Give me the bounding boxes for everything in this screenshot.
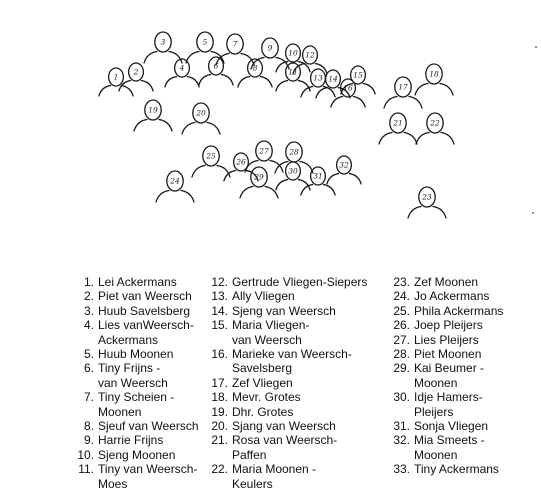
shoulder-outline <box>238 77 272 87</box>
legend-entry <box>210 318 392 347</box>
person-number: 4 <box>179 63 185 73</box>
legend-entry <box>210 390 392 404</box>
person-number: 8 <box>252 63 258 73</box>
legend-entry-number: 3. <box>83 303 94 318</box>
person-number: 13 <box>313 73 323 83</box>
person-number: 5 <box>202 37 208 47</box>
person-number: 6 <box>213 61 219 71</box>
legend-entry-name: Tiny van Weersch- Moes <box>98 462 198 491</box>
legend-entry-name: Sjeng Moonen <box>98 447 176 462</box>
person-outline <box>416 113 454 144</box>
legend-entry-name: Dhr. Grotes <box>232 404 294 419</box>
person-outline <box>301 167 335 195</box>
person-outline <box>276 63 310 91</box>
person-outline <box>379 113 417 144</box>
legend-entry-name: Lei Ackermans <box>98 275 177 289</box>
legend-entry-number: 10. <box>77 447 94 462</box>
shoulder-outline <box>327 174 361 184</box>
legend-entry-number: 2. <box>83 289 94 304</box>
person-number: 17 <box>398 82 408 92</box>
shoulder-outline <box>165 77 199 87</box>
legend-entry <box>392 304 537 318</box>
person-number: 16 <box>343 83 353 93</box>
legend-entry-name: Ally Vliegen <box>232 289 295 304</box>
legend-entry <box>392 289 537 303</box>
legend-entry-number: 32. <box>393 433 410 448</box>
shoulder-outline <box>240 187 278 199</box>
person-outline <box>199 57 233 85</box>
legend-entry-name: Kai Beumer - Moonen <box>414 361 485 390</box>
legend-entry <box>76 304 210 318</box>
person-number: 1 <box>113 72 119 82</box>
legend-entry-name: Sjang van Weersch <box>232 419 336 434</box>
legend-entry <box>210 462 392 491</box>
legend-entry-number: 20. <box>211 419 228 434</box>
legend-entry-name: Marieke van Weersch- Savelsberg <box>232 347 352 376</box>
person-outline <box>182 103 220 134</box>
legend-entry-number: 4. <box>83 318 94 333</box>
shoulder-outline <box>415 84 453 96</box>
person-outline <box>276 162 310 190</box>
legend-entry-number: 30. <box>393 390 410 405</box>
legend-entry <box>210 289 392 303</box>
person-number: 21 <box>393 118 403 128</box>
legend-entry-number: 5. <box>83 347 94 362</box>
legend-entry <box>76 275 210 289</box>
legend-entry <box>392 419 537 433</box>
legend-entry <box>76 289 210 303</box>
person-number: 20 <box>196 108 206 118</box>
shoulder-outline <box>199 75 233 85</box>
person-outline <box>238 59 272 87</box>
legend-entry-number: 24. <box>393 289 410 304</box>
person-number: 9 <box>267 43 273 53</box>
shoulder-outline <box>331 97 365 107</box>
person-number: 27 <box>259 146 269 156</box>
person-number: 22 <box>430 118 440 128</box>
legend-entry <box>392 390 537 419</box>
legend-entry-name: Zef Vliegen <box>232 375 293 390</box>
legend-entry-number: 19. <box>211 404 228 419</box>
legend-entry-name: Piet van Weersch <box>98 289 192 304</box>
legend-entry-name: Joep Pleijers <box>414 318 483 333</box>
scan-dot <box>535 46 537 48</box>
person-number: 10 <box>288 48 298 58</box>
legend-entry-name: Idje Hamers- Pleijers <box>414 390 483 419</box>
legend-entry-number: 33. <box>393 462 410 477</box>
legend-column-2 <box>210 275 392 491</box>
legend-column-1 <box>76 275 210 491</box>
person-outline <box>165 59 199 87</box>
legend-entry-number: 21. <box>211 433 228 448</box>
legend-entry-name: Jo Ackermans <box>414 289 490 304</box>
legend-entry <box>392 333 537 347</box>
legend-entry-number: 7. <box>83 390 94 405</box>
person-number: 2 <box>133 67 139 77</box>
legend-entry <box>76 462 210 491</box>
person-outline <box>186 32 224 63</box>
legend-entry-number: 13. <box>211 289 228 304</box>
legend-entry <box>210 275 392 289</box>
person-number: 32 <box>339 160 349 170</box>
person-outline <box>192 146 230 177</box>
shoulder-outline <box>192 166 230 178</box>
legend-entry <box>76 361 210 390</box>
person-number: 14 <box>328 74 338 84</box>
legend-entry-number: 29. <box>393 361 410 376</box>
person-outline <box>144 32 182 63</box>
legend-entry-number: 6. <box>83 361 94 376</box>
legend-entry-name: Phila Ackermans <box>414 303 504 318</box>
person-outline <box>134 100 172 131</box>
legend-entry-name: Maria Vliegen- van Weersch <box>232 318 310 347</box>
shoulder-outline <box>134 120 172 132</box>
legend-entry-number: 25. <box>393 303 410 318</box>
shoulder-outline <box>384 97 422 109</box>
legend-entry-name: Huub Moonen <box>98 347 174 362</box>
legend-entry-name: Tiny Ackermans <box>414 462 499 477</box>
legend-entry <box>392 462 537 476</box>
legend-entry-name: Tiny Frijns - van Weersch <box>98 361 168 390</box>
legend-entry-name: Harrie Frijns <box>98 433 164 448</box>
person-number: 29 <box>254 172 264 182</box>
shoulder-outline <box>156 191 194 203</box>
shoulder-outline <box>245 161 283 173</box>
shoulder-outline <box>301 87 335 97</box>
legend-entry <box>210 347 392 376</box>
legend-entry-number: 26. <box>393 318 410 333</box>
shoulder-outline <box>99 86 133 96</box>
legend-entry-name: Mia Smeets - Moonen <box>414 433 485 462</box>
legend-entry-number: 31. <box>393 419 410 434</box>
legend-entry-name: Sjeng van Weersch <box>232 303 336 318</box>
legend-entry-name: Zef Moonen <box>414 275 479 289</box>
person-number: 7 <box>232 39 238 49</box>
person-number: 12 <box>305 50 315 60</box>
person-outline <box>408 187 446 218</box>
legend-entry-name: Piet Moonen <box>414 347 482 362</box>
legend-entry-number: 9. <box>83 433 94 448</box>
person-outline <box>415 64 453 95</box>
legend-entry-number: 23. <box>393 275 410 289</box>
legend-entry <box>76 390 210 419</box>
legend-entry-number: 17. <box>211 375 228 390</box>
legend-entry <box>76 433 210 447</box>
legend-entry-number: 11. <box>78 462 94 477</box>
person-outline <box>224 153 258 181</box>
legend-entry <box>76 448 210 462</box>
legend-entry-number: 1. <box>83 275 94 289</box>
scan-dot <box>532 212 534 214</box>
legend-entry-name: Huub Savelsberg <box>98 303 191 318</box>
shoulder-outline <box>379 133 417 145</box>
legend-column-3 <box>392 275 537 477</box>
legend-entry-number: 14. <box>211 303 228 318</box>
legend-entry <box>76 347 210 361</box>
person-number: 24 <box>170 176 180 186</box>
legend-entry <box>392 347 537 361</box>
shoulder-outline <box>301 185 335 195</box>
person-number: 11 <box>288 67 298 77</box>
person-outline <box>327 156 361 184</box>
legend-entry <box>392 318 537 332</box>
shoulder-outline <box>408 207 446 219</box>
legend-entry-number: 18. <box>211 390 228 405</box>
legend-entry-number: 12. <box>211 275 228 289</box>
person-number: 15 <box>353 70 363 80</box>
person-number: 28 <box>289 147 299 157</box>
legend-entry-name: Tiny Scheien - Moonen <box>98 390 175 419</box>
legend-entry-name: Maria Moonen - Keulers <box>232 462 317 491</box>
person-number: 26 <box>236 157 246 167</box>
person-outline <box>156 171 194 202</box>
person-number: 19 <box>148 105 158 115</box>
legend-entry <box>210 405 392 419</box>
legend-entry <box>392 361 537 390</box>
legend-entry <box>76 318 210 347</box>
legend-entry-name: Mevr. Grotes <box>232 390 301 405</box>
legend-entry <box>392 275 537 289</box>
legend-entry-number: 22. <box>211 462 228 477</box>
legend-entry <box>76 419 210 433</box>
legend-entry-number: 15. <box>211 318 228 333</box>
person-outline <box>99 68 133 96</box>
person-number: 25 <box>206 151 216 161</box>
person-number: 18 <box>429 69 439 79</box>
legend-entry <box>210 419 392 433</box>
legend-entry <box>210 304 392 318</box>
legend-entry-name: Sonja Vliegen <box>414 419 489 434</box>
legend-entry-name: Rosa van Weersch- Paffen <box>232 433 338 462</box>
person-number: 31 <box>313 171 323 181</box>
legend-entry-number: 16. <box>211 347 228 362</box>
person-number: 30 <box>288 166 298 176</box>
legend-entry-name: Sjeuf van Weersch <box>98 419 199 434</box>
legend-entry-number: 8. <box>83 419 94 434</box>
legend-entry-number: 28. <box>393 347 410 362</box>
legend-entry-name: Gertrude Vliegen-Siepers <box>232 275 368 289</box>
shoulder-outline <box>182 123 220 135</box>
legend-entry-number: 27. <box>393 332 410 347</box>
legend-entry-name: Lies vanWeersch- Ackermans <box>98 318 194 347</box>
legend-entry <box>210 376 392 390</box>
person-number: 23 <box>422 192 432 202</box>
legend-entry <box>392 433 537 462</box>
shoulder-outline <box>416 133 454 145</box>
person-number: 3 <box>160 37 166 47</box>
legend-entry <box>210 433 392 462</box>
legend-entry-name: Lies Pleijers <box>414 332 479 347</box>
